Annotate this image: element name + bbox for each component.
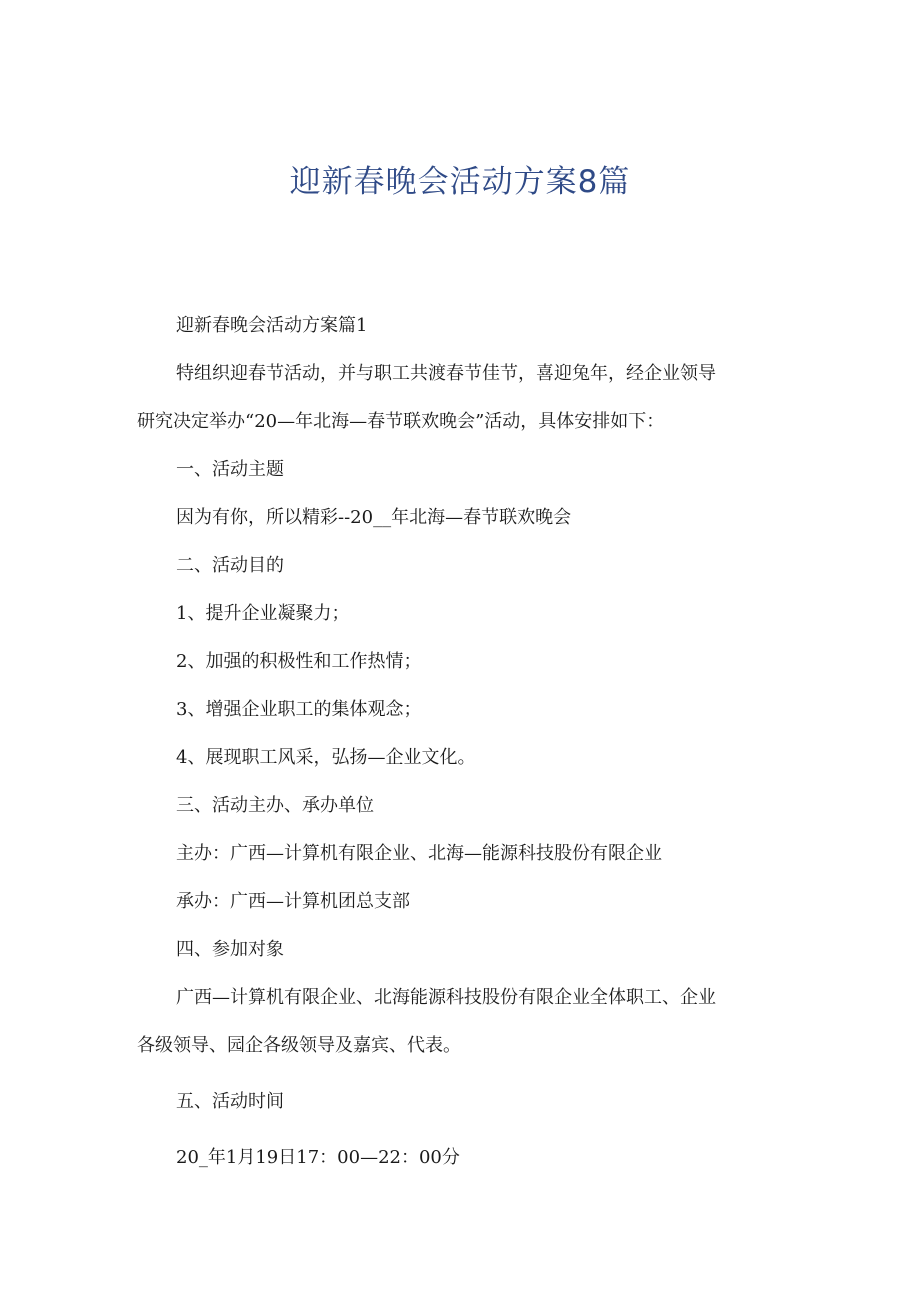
section-heading: 一、活动主题 xyxy=(176,459,284,480)
paragraph-line: 承办：广西—计算机团总支部 xyxy=(176,891,410,912)
paragraph-line: 20_年1月19日17：00—22：00分 xyxy=(176,1147,460,1168)
paragraph-line: 特组织迎春节活动，并与职工共渡春节佳节，喜迎兔年，经企业领导 xyxy=(176,363,716,384)
section-heading: 迎新春晚会活动方案篇1 xyxy=(176,315,368,336)
list-item: 4、展现职工风采，弘扬—企业文化。 xyxy=(176,747,476,768)
list-item: 1、提升企业凝聚力； xyxy=(176,603,350,624)
section-heading: 三、活动主办、承办单位 xyxy=(176,795,374,816)
paragraph-line: 广西—计算机有限企业、北海能源科技股份有限企业全体职工、企业 xyxy=(176,987,716,1008)
paragraph-line: 主办：广西—计算机有限企业、北海—能源科技股份有限企业 xyxy=(176,843,662,864)
list-item: 2、加强的积极性和工作热情； xyxy=(176,651,422,672)
paragraph-line: 研究决定举办“20—年北海—春节联欢晚会”活动，具体安排如下： xyxy=(137,411,665,432)
document-title: 迎新春晚会活动方案8篇 xyxy=(289,164,631,200)
section-heading: 四、参加对象 xyxy=(176,939,284,960)
list-item: 3、增强企业职工的集体观念； xyxy=(176,699,422,720)
section-heading: 二、活动目的 xyxy=(176,555,284,576)
paragraph-line: 因为有你，所以精彩--20__年北海—春节联欢晚会 xyxy=(176,507,572,528)
section-heading: 五、活动时间 xyxy=(176,1091,284,1112)
paragraph-line: 各级领导、园企各级领导及嘉宾、代表。 xyxy=(137,1035,461,1056)
